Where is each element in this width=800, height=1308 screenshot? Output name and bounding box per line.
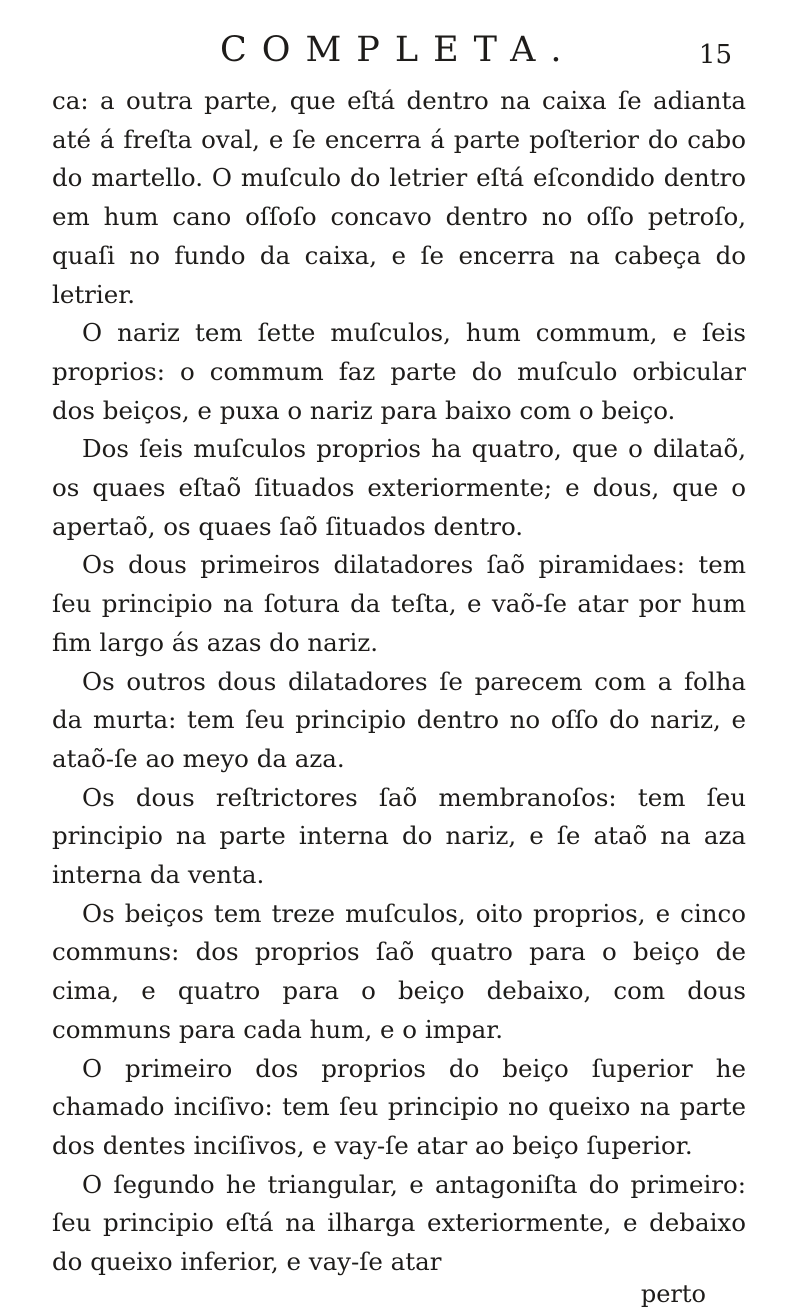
running-head: COMPLETA.: [220, 30, 577, 70]
paragraph-3: Dos ſeis muſculos proprios ha quatro, que o dilataõ, os quaes eſtaõ ſituados exteriormente; e dous, que o apertaõ, os quaes ſaõ ſituados dentro.: [52, 434, 746, 541]
page-header: [52, 30, 746, 82]
paragraph-5: Os outros dous dilatadores ſe parecem com a folha da murta: tem ſeu principio dentro no oſſo do nariz, e ataõ-ſe ao meyo da aza.: [52, 666, 746, 773]
paragraph-2: O nariz tem ſette muſculos, hum commum, e ſeis proprios: o commum faz parte do muſculo orbicular dos beiços, e puxa o nariz para baixo com o beiço.: [52, 318, 746, 425]
paragraph-4: Os dous primeiros dilatadores ſaõ piramidaes: tem ſeu principio na ſotura da teſta, e vaõ-ſe atar por hum fim largo ás azas do nariz.: [52, 550, 746, 657]
paragraph-6: Os dous reſtrictores ſaõ membranoſos: tem ſeu principio na parte interna do nariz, e ſe ataõ na aza interna da venta.: [52, 782, 746, 890]
paragraph-1: ca: a outra parte, que eſtá dentro na caixa ſe adianta até á freſta oval, e ſe encerra á parte poſterior do cabo do martello. O muſculo do letrier eſtá eſcondido dentro em hum cano oſſoſo concavo dentro no oſſo petroſo, quaſi no fundo da caixa, e ſe encerra na cabeça do letrier.: [52, 86, 746, 309]
page-number: 15: [698, 40, 732, 70]
body-text: [52, 82, 746, 1282]
paragraph-7: Os beiços tem treze muſculos, oito proprios, e cinco communs: dos proprios ſaõ quatro para o beiço de cima, e quatro para o beiço debaixo, com dous communs para cada hum, e o impar.: [52, 898, 746, 1044]
paragraph-8: O primeiro dos proprios do beiço ſuperior he chamado inciſivo: tem ſeu principio no queixo na parte dos dentes inciſivos, e vay-ſe atar ao beiço ſuperior.: [52, 1053, 746, 1160]
catchword: perto: [640, 1279, 706, 1308]
paragraph-9: O ſegundo he triangular, e antagoniſta do primeiro: ſeu principio eſtá na ilharga exteriormente, e debaixo do queixo inferior, e vay-ſe atar: [52, 1169, 746, 1277]
